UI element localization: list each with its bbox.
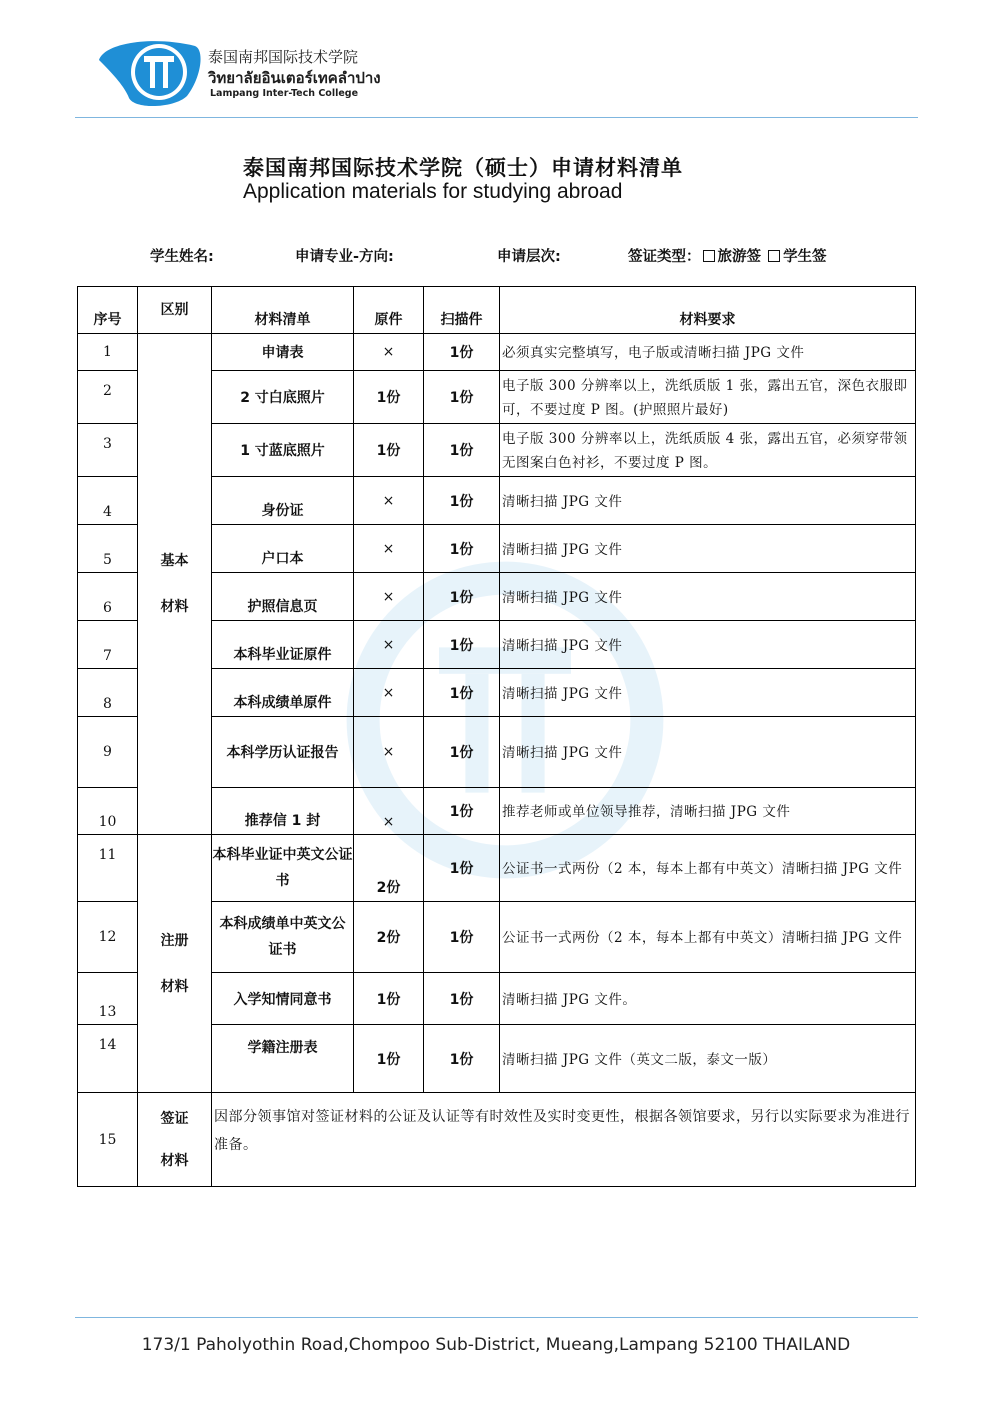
scan-count: 1份 bbox=[424, 973, 500, 1025]
student-name-label: 学生姓名: bbox=[150, 249, 214, 265]
requirement: 公证书一式两份（2 本，每本上都有中英文）清晰扫描 JPG 文件 bbox=[500, 902, 916, 973]
row-number: 4 bbox=[78, 477, 138, 525]
requirement: 清晰扫描 JPG 文件。 bbox=[500, 973, 916, 1025]
materials-table bbox=[77, 286, 916, 1187]
original-count: × bbox=[354, 334, 424, 371]
table-row bbox=[78, 1093, 916, 1187]
page-title-en: Application materials for studying abroad bbox=[243, 180, 623, 203]
header-category: 区别 bbox=[138, 287, 212, 334]
major-label: 申请专业-方向: bbox=[295, 249, 394, 265]
item-name: 户口本 bbox=[212, 525, 354, 573]
scan-count: 1份 bbox=[424, 788, 500, 835]
category-register-line2: 材料 bbox=[160, 978, 189, 995]
category-basic-line1: 基本 bbox=[160, 553, 189, 569]
original-count: × bbox=[354, 788, 424, 835]
requirement: 清晰扫描 JPG 文件 bbox=[500, 525, 916, 573]
row-number: 1 bbox=[78, 334, 138, 371]
visa-type-label: 签证类型： bbox=[628, 249, 701, 265]
scan-count: 1份 bbox=[424, 902, 500, 973]
row-number: 14 bbox=[78, 1025, 138, 1093]
row-number: 6 bbox=[78, 573, 138, 621]
visa-student-checkbox[interactable] bbox=[768, 250, 780, 262]
table-header-row bbox=[78, 287, 916, 334]
original-count: 2份 bbox=[354, 902, 424, 973]
school-name-en: Lampang Inter-Tech College bbox=[210, 88, 359, 99]
requirement: 清晰扫描 JPG 文件 bbox=[500, 573, 916, 621]
visa-tourist-checkbox[interactable] bbox=[703, 250, 715, 262]
requirement: 电子版 300 分辨率以上，洗纸质版 1 张，露出五官，深色衣服即可，不要过度 P 图。(护照照片最好) bbox=[500, 371, 916, 424]
original-count: 1份 bbox=[354, 973, 424, 1025]
scan-count: 1份 bbox=[424, 621, 500, 669]
row-number: 3 bbox=[78, 424, 138, 477]
category-basic-line2: 材料 bbox=[160, 599, 189, 615]
requirement: 清晰扫描 JPG 文件 bbox=[500, 477, 916, 525]
row-number: 12 bbox=[78, 902, 138, 973]
item-name: 1 寸蓝底照片 bbox=[212, 424, 354, 477]
scan-count: 1份 bbox=[424, 477, 500, 525]
item-name: 2 寸白底照片 bbox=[212, 371, 354, 424]
scan-count: 1份 bbox=[424, 371, 500, 424]
level-label: 申请层次: bbox=[497, 249, 561, 265]
requirement: 清晰扫描 JPG 文件 bbox=[500, 717, 916, 788]
requirement: 必须真实完整填写，电子版或清晰扫描 JPG 文件 bbox=[500, 334, 916, 371]
category-register bbox=[138, 835, 212, 1093]
row-number: 11 bbox=[78, 835, 138, 902]
original-count: × bbox=[354, 717, 424, 788]
item-name: 本科毕业证中英文公证书 bbox=[212, 835, 354, 902]
item-name: 入学知情同意书 bbox=[212, 973, 354, 1025]
row-number: 13 bbox=[78, 973, 138, 1025]
header-number: 序号 bbox=[78, 287, 138, 334]
table-row bbox=[78, 334, 916, 371]
scan-count: 1份 bbox=[424, 424, 500, 477]
scan-count: 1份 bbox=[424, 1025, 500, 1093]
original-count: × bbox=[354, 573, 424, 621]
header-item: 材料清单 bbox=[212, 287, 354, 334]
item-name: 本科成绩单中英文公证书 bbox=[212, 902, 354, 973]
footer-divider bbox=[75, 1317, 918, 1318]
requirement: 清晰扫描 JPG 文件 bbox=[500, 669, 916, 717]
item-name: 本科毕业证原件 bbox=[212, 621, 354, 669]
category-visa bbox=[138, 1093, 212, 1187]
school-name-th: วิทยาลัยอินเตอร์เทคลำปาง bbox=[208, 69, 381, 87]
visa-note: 因部分领事馆对签证材料的公证及认证等有时效性及实时变更性，根据各领馆要求，另行以实际要求为准进行准备。 bbox=[212, 1093, 916, 1187]
item-name: 身份证 bbox=[212, 477, 354, 525]
row-number: 7 bbox=[78, 621, 138, 669]
category-visa-line1: 签证 bbox=[160, 1110, 189, 1127]
category-register-line1: 注册 bbox=[160, 932, 189, 949]
scan-count: 1份 bbox=[424, 334, 500, 371]
visa-tourist-label: 旅游签 bbox=[717, 249, 761, 265]
row-number: 9 bbox=[78, 717, 138, 788]
row-number: 2 bbox=[78, 371, 138, 424]
header-divider bbox=[75, 117, 918, 118]
original-count: × bbox=[354, 621, 424, 669]
original-count: × bbox=[354, 525, 424, 573]
header-scan: 扫描件 bbox=[424, 287, 500, 334]
row-number: 5 bbox=[78, 525, 138, 573]
scan-count: 1份 bbox=[424, 573, 500, 621]
footer-address: 173/1 Paholyothin Road,Chompoo Sub-District, Mueang,Lampang 52100 THAILAND bbox=[141, 1335, 851, 1355]
requirement: 公证书一式两份（2 本，每本上都有中英文）清晰扫描 JPG 文件 bbox=[500, 835, 916, 902]
school-name-cn: 泰国南邦国际技术学院 bbox=[208, 48, 359, 66]
original-count: 1份 bbox=[354, 424, 424, 477]
original-count: 2份 bbox=[354, 835, 424, 902]
category-basic bbox=[138, 334, 212, 835]
scan-count: 1份 bbox=[424, 835, 500, 902]
original-count: × bbox=[354, 477, 424, 525]
original-count: 1份 bbox=[354, 371, 424, 424]
scan-count: 1份 bbox=[424, 717, 500, 788]
requirement: 电子版 300 分辨率以上，洗纸质版 4 张，露出五官，必须穿带领无图案白色衬衫，不要过度 P 图。 bbox=[500, 424, 916, 477]
header-original: 原件 bbox=[354, 287, 424, 334]
requirement: 推荐老师或单位领导推荐，清晰扫描 JPG 文件 bbox=[500, 788, 916, 835]
page-title-cn: 泰国南邦国际技术学院（硕士）申请材料清单 bbox=[243, 156, 683, 180]
original-count: × bbox=[354, 669, 424, 717]
scan-count: 1份 bbox=[424, 525, 500, 573]
visa-student-label: 学生签 bbox=[783, 249, 827, 265]
item-name: 申请表 bbox=[212, 334, 354, 371]
original-count: 1份 bbox=[354, 1025, 424, 1093]
item-name: 学籍注册表 bbox=[212, 1025, 354, 1093]
visa-type-field bbox=[628, 245, 827, 266]
row-number: 15 bbox=[78, 1093, 138, 1187]
college-logo bbox=[95, 38, 203, 108]
item-name: 护照信息页 bbox=[212, 573, 354, 621]
header-requirement: 材料要求 bbox=[500, 287, 916, 334]
row-number: 10 bbox=[78, 788, 138, 835]
item-name: 推荐信 1 封 bbox=[212, 788, 354, 835]
category-visa-line2: 材料 bbox=[160, 1152, 189, 1169]
scan-count: 1份 bbox=[424, 669, 500, 717]
requirement: 清晰扫描 JPG 文件（英文二版，泰文一版） bbox=[500, 1025, 916, 1093]
table-row bbox=[78, 835, 916, 902]
item-name: 本科学历认证报告 bbox=[212, 717, 354, 788]
requirement: 清晰扫描 JPG 文件 bbox=[500, 621, 916, 669]
row-number: 8 bbox=[78, 669, 138, 717]
item-name: 本科成绩单原件 bbox=[212, 669, 354, 717]
